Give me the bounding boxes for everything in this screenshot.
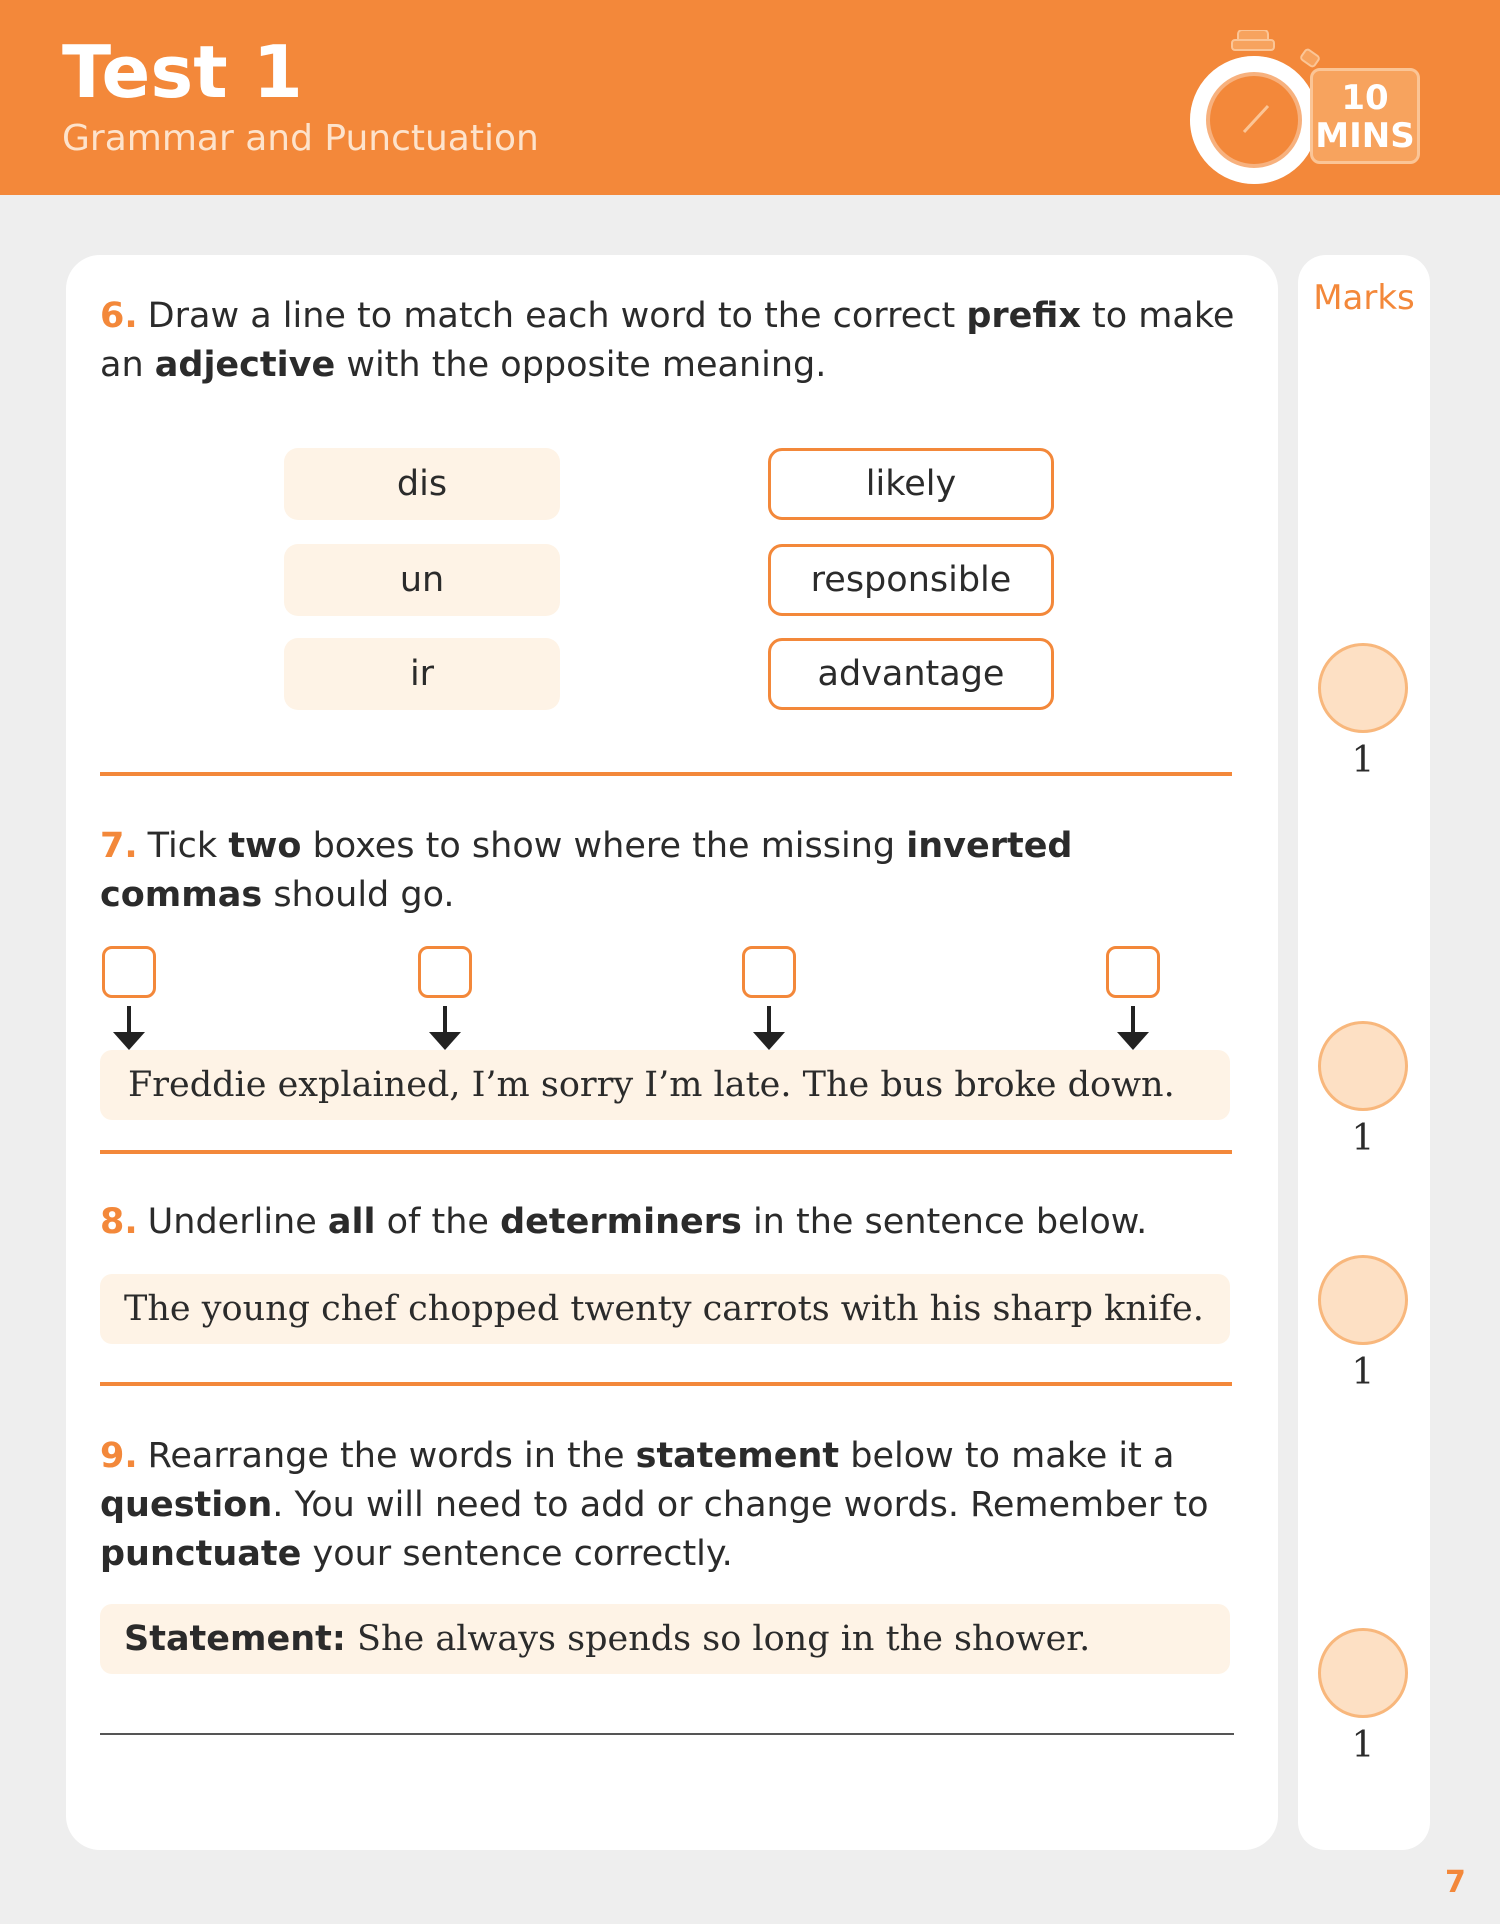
question-number: 8.: [100, 1202, 138, 1242]
mark-circle-q7[interactable]: [1318, 1021, 1408, 1111]
arrow-down-icon: [744, 1004, 794, 1052]
timer-unit: MINS: [1315, 116, 1415, 156]
prefix-dis[interactable]: dis: [284, 448, 560, 520]
prompt-text: Draw a line to match each word to the correct: [147, 296, 967, 336]
tick-checkbox[interactable]: [742, 946, 796, 998]
prefix-ir[interactable]: ir: [284, 638, 560, 710]
word-advantage[interactable]: advantage: [768, 638, 1054, 710]
prompt-text: . You will need to add or change words. Remember to: [272, 1485, 1209, 1525]
mark-value-q9: 1: [1351, 1725, 1375, 1766]
q8-sentence[interactable]: The young chef chopped twenty carrots with his sharp knife.: [100, 1274, 1230, 1344]
question-9-prompt: [100, 1432, 1240, 1579]
page-number: 7: [1445, 1865, 1466, 1900]
prompt-text: to make an: [100, 296, 1235, 385]
marks-title: Marks: [1313, 278, 1415, 318]
arrow-down-icon: [420, 1004, 470, 1052]
word-likely[interactable]: likely: [768, 448, 1054, 520]
question-6-prompt: [100, 292, 1240, 390]
question-number: 9.: [100, 1436, 138, 1476]
statement-text: She always spends so long in the shower.: [345, 1619, 1091, 1659]
mark-value-q7: 1: [1351, 1118, 1375, 1159]
question-7-prompt: [100, 822, 1240, 920]
question-number: 6.: [100, 296, 138, 336]
mark-value-q8: 1: [1351, 1352, 1375, 1393]
prompt-text: Underline: [147, 1202, 328, 1242]
prompt-bold: prefix: [966, 296, 1081, 336]
mark-value-q6: 1: [1351, 740, 1375, 781]
q9-statement: [100, 1604, 1230, 1674]
tick-checkbox[interactable]: [102, 946, 156, 998]
answer-line[interactable]: [100, 1733, 1234, 1735]
page-subtitle: Grammar and Punctuation: [62, 118, 539, 159]
prompt-bold: all: [327, 1202, 376, 1242]
tick-option-2: [418, 946, 478, 1050]
word-responsible[interactable]: responsible: [768, 544, 1054, 616]
prompt-bold: two: [228, 826, 302, 866]
prompt-text: of the: [375, 1202, 501, 1242]
mark-circle-q9[interactable]: [1318, 1628, 1408, 1718]
tick-option-3: [742, 946, 802, 1050]
prompt-bold: inverted commas: [100, 826, 1073, 915]
arrow-down-icon: [1108, 1004, 1158, 1052]
page-title: Test 1: [62, 30, 303, 114]
mark-circle-q6[interactable]: [1318, 643, 1408, 733]
divider: [100, 1382, 1232, 1386]
tick-checkbox[interactable]: [418, 946, 472, 998]
tick-option-4: [1106, 946, 1166, 1050]
prompt-text: below to make it a: [839, 1436, 1175, 1476]
divider: [100, 1150, 1232, 1154]
statement-label: Statement:: [124, 1619, 346, 1659]
prefix-un[interactable]: un: [284, 544, 560, 616]
prompt-bold: determiners: [500, 1202, 742, 1242]
arrow-down-icon: [104, 1004, 154, 1052]
divider: [100, 772, 1232, 776]
timer-number: 10: [1341, 78, 1389, 118]
prompt-bold: question: [100, 1485, 273, 1525]
prompt-bold: statement: [635, 1436, 840, 1476]
prompt-text: with the opposite meaning.: [335, 345, 827, 385]
prompt-text: in the sentence below.: [741, 1202, 1148, 1242]
prompt-text: your sentence correctly.: [301, 1534, 733, 1574]
prompt-text: boxes to show where the missing: [301, 826, 907, 866]
question-number: 7.: [100, 826, 138, 866]
question-8-prompt: [100, 1198, 1240, 1247]
q7-sentence: Freddie explained, I’m sorry I’m late. The bus broke down.: [100, 1050, 1230, 1120]
tick-checkbox[interactable]: [1106, 946, 1160, 998]
timer-badge: [1310, 68, 1420, 164]
prompt-text: should go.: [262, 875, 455, 915]
prompt-text: Tick: [147, 826, 229, 866]
prompt-bold: punctuate: [100, 1534, 302, 1574]
prompt-bold: adjective: [154, 345, 336, 385]
prompt-text: Rearrange the words in the: [147, 1436, 636, 1476]
mark-circle-q8[interactable]: [1318, 1255, 1408, 1345]
tick-option-1: [102, 946, 162, 1050]
